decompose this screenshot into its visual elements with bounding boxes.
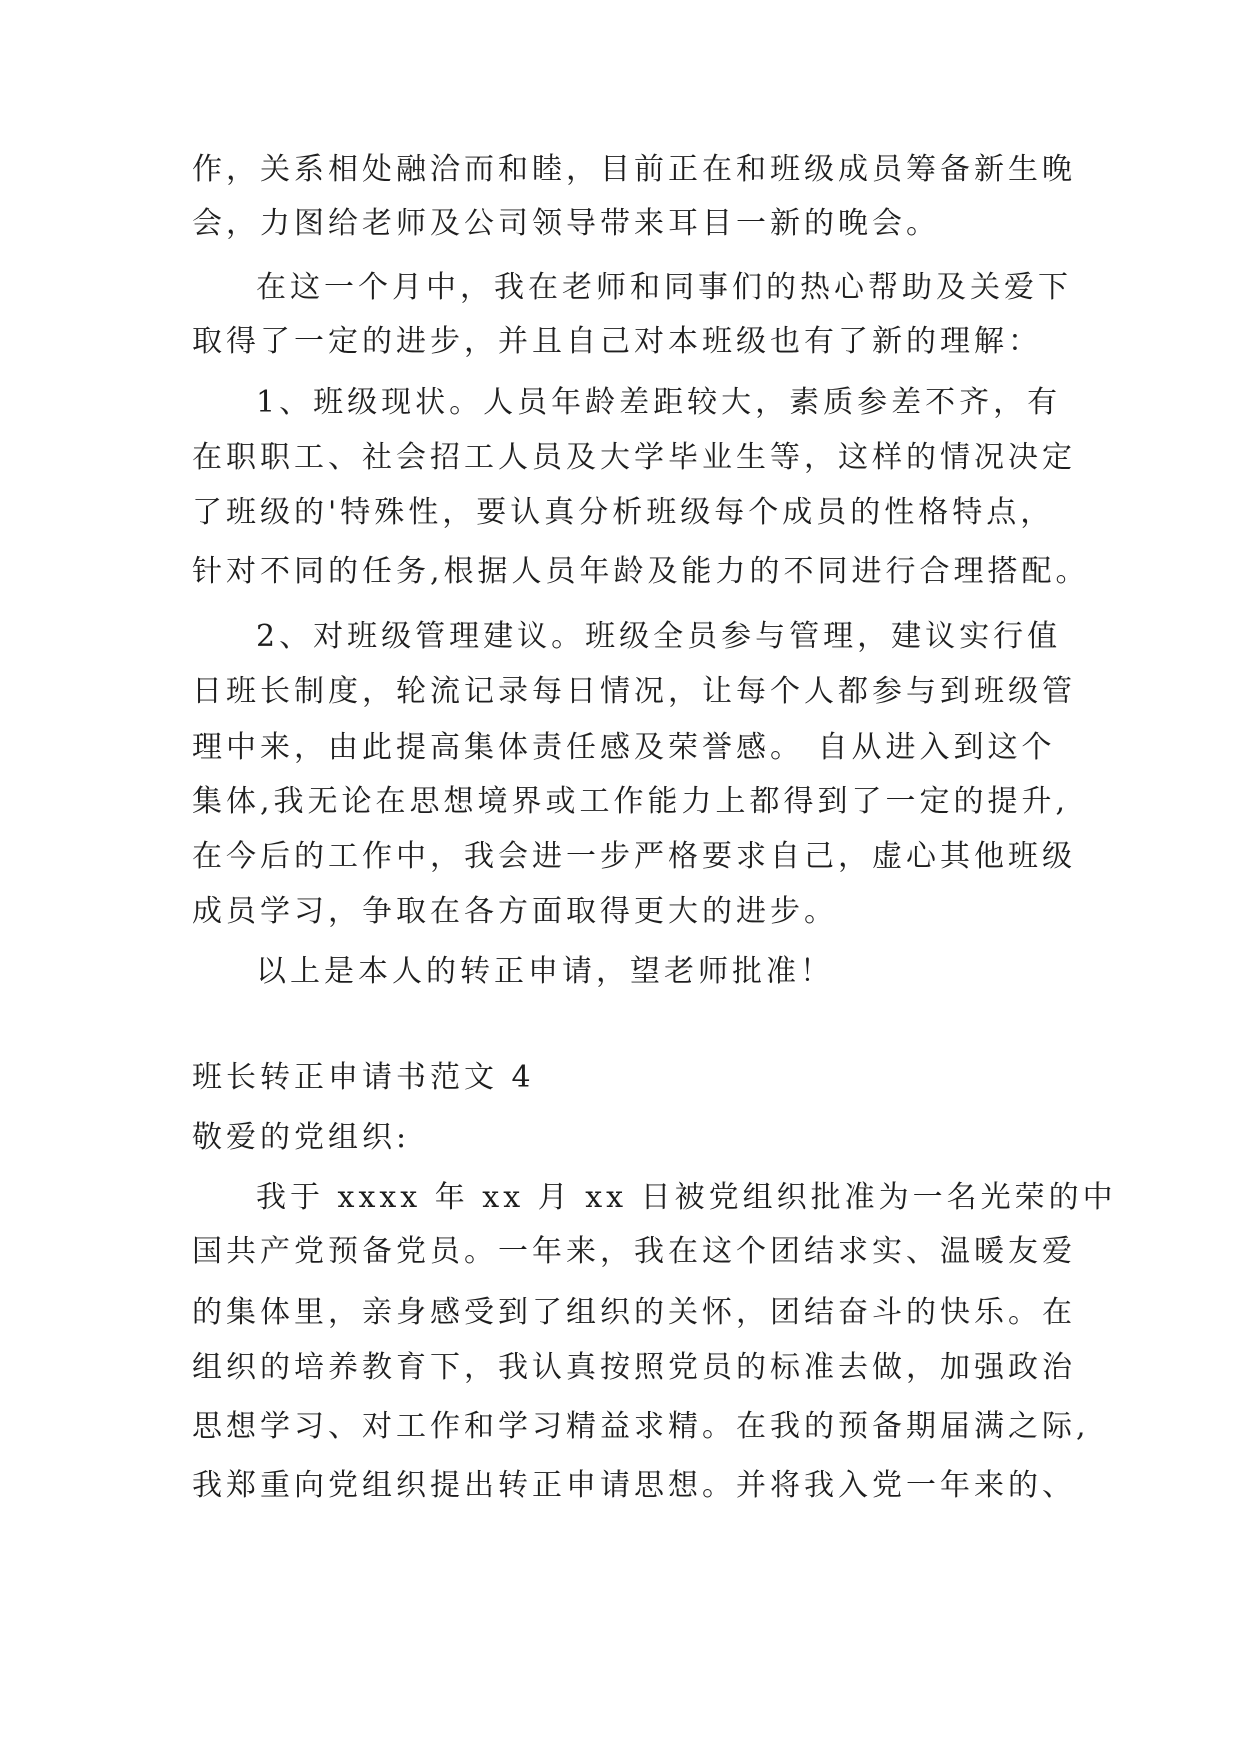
text-line: 我郑重向党组织提出转正申请思想。并将我入党一年来的、	[192, 1468, 1076, 1503]
text-line: 集体,我无论在思想境界或工作能力上都得到了一定的提升,	[192, 784, 1070, 819]
text-line: 组织的培养教育下，我认真按照党员的标准去做，加强政治	[192, 1350, 1076, 1385]
text-line: 成员学习，争取在各方面取得更大的进步。	[192, 894, 838, 929]
section-title: 班长转正申请书范文 4	[192, 1060, 535, 1095]
text-line: 会，力图给老师及公司领导带来耳目一新的晚会。	[192, 206, 940, 241]
text-line: 取得了一定的进步，并且自己对本班级也有了新的理解：	[192, 324, 1042, 359]
closing-line: 以上是本人的转正申请，望老师批准！	[256, 954, 834, 989]
paragraph-start-line: 我于 xxxx 年 xx 月 xx 日被党组织批准为一名光荣的中	[256, 1180, 1117, 1215]
list-item-2-line: 2、对班级管理建议。班级全员参与管理，建议实行值	[256, 619, 1062, 654]
text-line: 日班长制度，轮流记录每日情况，让每个人都参与到班级管	[192, 674, 1076, 709]
text-line: 思想学习、对工作和学习精益求精。在我的预备期届满之际,	[192, 1409, 1090, 1444]
text-line: 了班级的'特殊性，要认真分析班级每个成员的性格特点，	[192, 495, 1055, 530]
text-line: 理中来，由此提高集体责任感及荣誉感。 自从进入到这个	[192, 730, 1056, 765]
text-line: 在今后的工作中，我会进一步严格要求自己，虚心其他班级	[192, 839, 1076, 874]
text-line: 在职职工、社会招工人员及大学毕业生等，这样的情况决定	[192, 440, 1076, 475]
text-line: 作，关系相处融洽而和睦，目前正在和班级成员筹备新生晚	[192, 152, 1076, 187]
text-line: 的集体里，亲身感受到了组织的关怀，团结奋斗的快乐。在	[192, 1295, 1076, 1330]
text-line: 国共产党预备党员。一年来，我在这个团结求实、温暖友爱	[192, 1234, 1076, 1269]
paragraph-start-line: 在这一个月中，我在老师和同事们的热心帮助及关爱下	[256, 270, 1072, 305]
salutation: 敬爱的党组织:	[192, 1120, 411, 1155]
text-line: 针对不同的任务,根据人员年龄及能力的不同进行合理搭配。	[192, 554, 1090, 589]
list-item-1-line: 1、班级现状。人员年龄差距较大，素质参差不齐，有	[256, 385, 1062, 420]
